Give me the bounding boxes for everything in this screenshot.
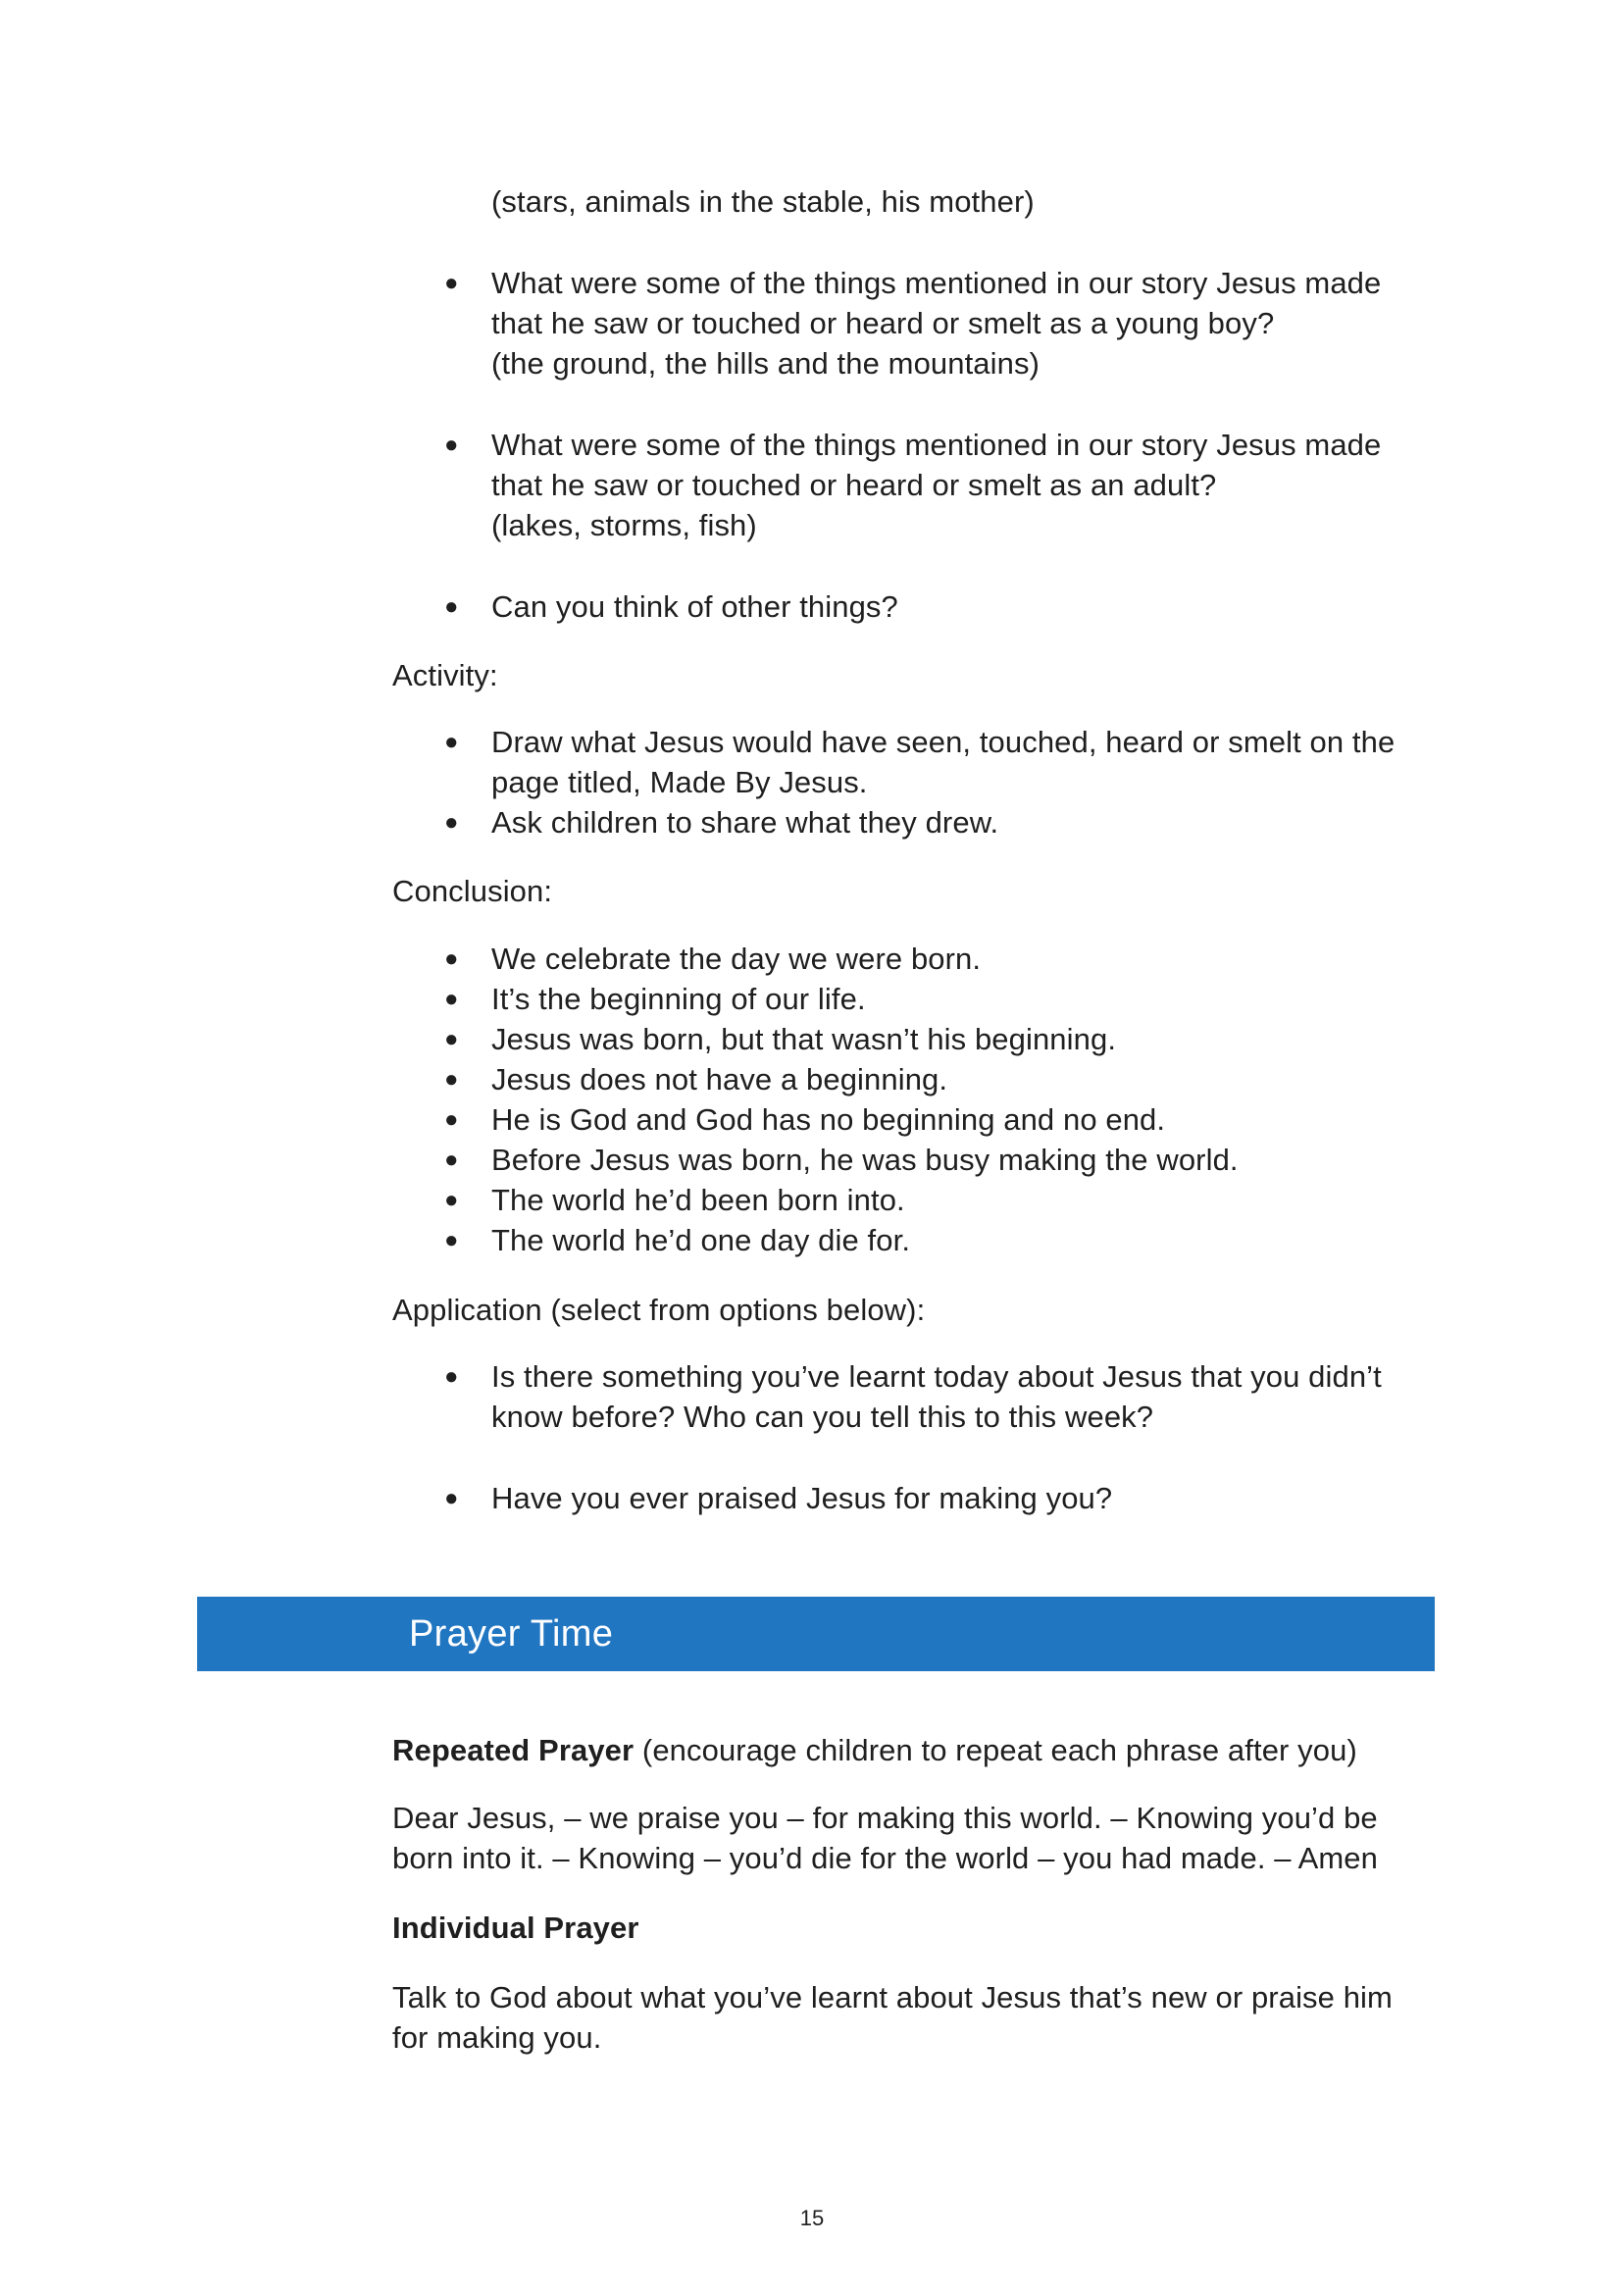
individual-prayer-label: Individual Prayer [392, 1911, 639, 1945]
previous-question-answer: (stars, animals in the stable, his mother) [491, 184, 1035, 219]
conclusion-item: The world he’d been born into. [491, 1183, 905, 1217]
repeated-prayer-text-line-2: born into it. – Knowing – you’d die for the world – you had made. – Amen [392, 1841, 1378, 1875]
application-item-1-line-2: know before? Who can you tell this to this week? [491, 1400, 1154, 1434]
bullet-icon: ● [444, 729, 459, 755]
bullet-icon: ● [444, 986, 459, 1012]
repeated-prayer-heading [392, 1730, 1357, 1770]
bullet-icon: ● [444, 809, 459, 836]
section-title: Prayer Time [409, 1613, 614, 1655]
repeated-prayer-instruction: (encourage children to repeat each phrase after you) [634, 1733, 1357, 1767]
activity-item-2: Ask children to share what they drew. [491, 805, 999, 840]
conclusion-item: He is God and God has no beginning and no end. [491, 1102, 1166, 1137]
question-1-line-1: What were some of the things mentioned in our story Jesus made [491, 266, 1382, 300]
bullet-icon: ● [444, 432, 459, 458]
question-3: Can you think of other things? [491, 589, 898, 624]
conclusion-item: It’s the beginning of our life. [491, 982, 866, 1016]
activity-item-1-line-2: page titled, Made By Jesus. [491, 765, 868, 799]
conclusion-item: The world he’d one day die for. [491, 1223, 911, 1257]
application-heading: Application (select from options below): [392, 1293, 926, 1327]
conclusion-heading: Conclusion: [392, 874, 553, 908]
activity-item-1-line-1: Draw what Jesus would have seen, touched, heard or smelt on the [491, 725, 1396, 759]
page-number: 15 [799, 2206, 825, 2230]
question-2-line-2: that he saw or touched or heard or smelt as an adult? [491, 468, 1217, 502]
conclusion-item: Jesus was born, but that wasn’t his beginning. [491, 1022, 1117, 1056]
bullet-icon: ● [444, 1187, 459, 1213]
bullet-icon: ● [444, 1066, 459, 1093]
application-item-1-line-1: Is there something you’ve learnt today about Jesus that you didn’t [491, 1359, 1382, 1394]
conclusion-item: Before Jesus was born, he was busy making the world. [491, 1143, 1239, 1177]
question-1-line-2: that he saw or touched or heard or smelt as a young boy? [491, 306, 1275, 340]
repeated-prayer-label: Repeated Prayer [392, 1733, 634, 1767]
conclusion-item: We celebrate the day we were born. [491, 942, 982, 976]
repeated-prayer-text-line-1: Dear Jesus, – we praise you – for making this world. – Knowing you’d be [392, 1801, 1378, 1835]
bullet-icon: ● [444, 593, 459, 620]
question-2-line-1: What were some of the things mentioned in our story Jesus made [491, 428, 1382, 462]
individual-prayer-text-line-1: Talk to God about what you’ve learnt about Jesus that’s new or praise him [392, 1980, 1393, 2014]
bullet-icon: ● [444, 1363, 459, 1390]
question-1-answer: (the ground, the hills and the mountains) [491, 346, 1040, 381]
bullet-icon: ● [444, 945, 459, 972]
bullet-icon: ● [444, 1147, 459, 1173]
bullet-icon: ● [444, 270, 459, 296]
section-header-bar [197, 1597, 1435, 1671]
activity-heading: Activity: [392, 658, 498, 692]
bullet-icon: ● [444, 1485, 459, 1511]
individual-prayer-text-line-2: for making you. [392, 2020, 602, 2055]
bullet-icon: ● [444, 1227, 459, 1253]
bullet-icon: ● [444, 1026, 459, 1052]
question-2-answer: (lakes, storms, fish) [491, 508, 757, 542]
bullet-icon: ● [444, 1106, 459, 1133]
individual-prayer-heading [392, 1908, 639, 1948]
application-item-2: Have you ever praised Jesus for making you? [491, 1481, 1113, 1515]
conclusion-item: Jesus does not have a beginning. [491, 1062, 948, 1096]
